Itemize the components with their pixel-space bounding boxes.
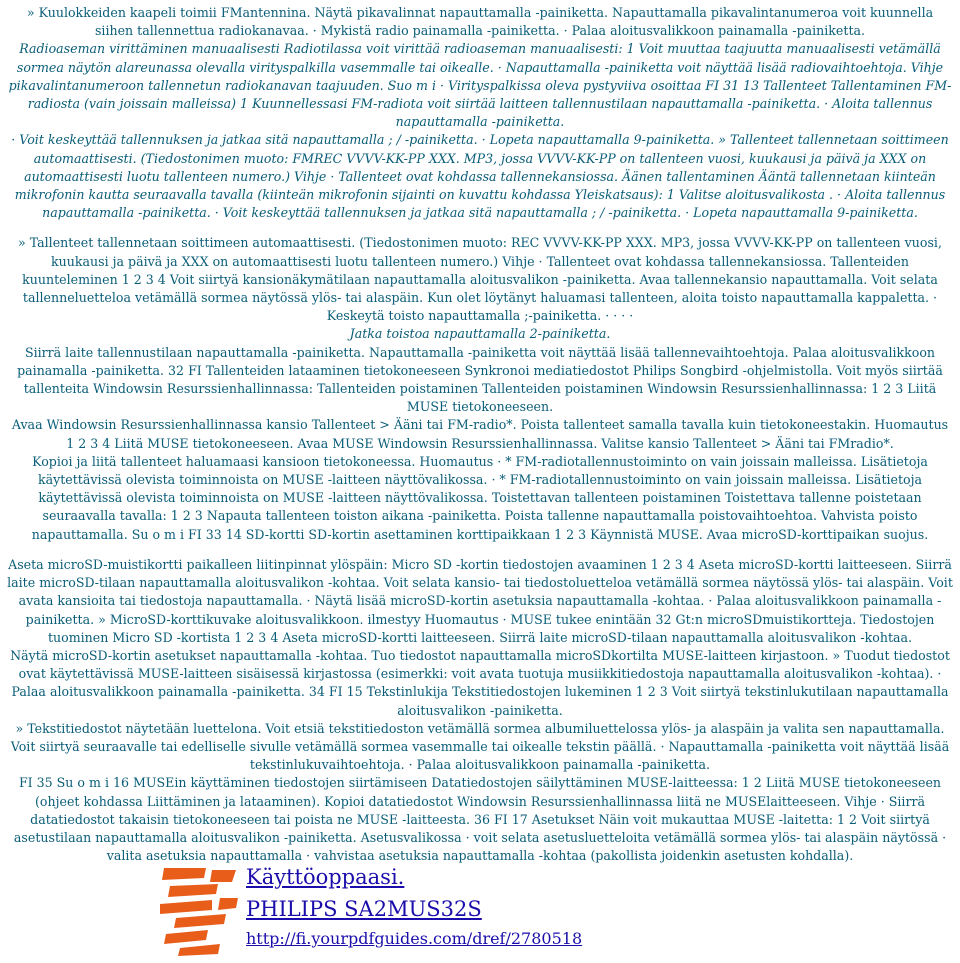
- paragraph: » Kuulokkeiden kaapeli toimii FMantennina. Näytä pikavalinnat napauttamalla -painiketta. Napauttamalla pikavalintanumeroa voit kuunnella siihen tallennettua radiokanavaa. · Mykistä radio painamalla -painiketta. · Palaa aloitusvalikkoon painamalla -painiketta.: [26, 5, 934, 39]
- paragraph: · Voit keskeyttää tallennuksen ja jatkaa sitä napauttamalla ; / -painiketta. · Lopeta napauttamalla 9-painiketta. » Tallenteet tallennetaan soittimeen automaattisesti. (Tiedostonimen muoto: FMREC VVVV-KK-PP XXX. MP3, jossa VVVV-KK-PP on tallenteen vuosi, kuukausi ja päivä ja XXX on automaattisesti luotu tallenteen numero.) Vihje · Tallenteet ovat kohdassa tallennekansiossa. Äänen tallentaminen Ääntä tallennetaan kiinteän mikrofonin kautta seuraavalla tavalla (kiinteän mikrofonin sijainti on kuvattu kohdassa Yleiskatsaus): 1 Valitse aloitusvalikosta . · Aloita tallennus napauttamalla -painiketta. · Voit keskeyttää tallennuksen ja jatkaa sitä napauttamalla ; / -painiketta. · Lopeta napauttamalla 9-painiketta.: [11, 132, 949, 221]
- manual-title-link[interactable]: Käyttöoppaasi.: [246, 865, 405, 889]
- paragraph: » Tallenteet tallennetaan soittimeen automaattisesti. (Tiedostonimen muoto: REC VVVV-KK-PP XXX. MP3, jossa VVVV-KK-PP on tallenteen vuosi, kuukausi ja päivä ja XXX on automaattisesti luotu tallenteen numero.) Vihje · Tallenteet ovat kohdassa tallennekansiossa. Tallenteiden kuunteleminen 1 2 3 4 Voit siirtyä kansionäkymätilaan napauttamalla aloitusvalikon -painiketta. Avaa tallennekansio napauttamalla. Voit selata tallenneluetteloa vetämällä sormea näytössä ylös- tai alaspäin. Kun olet löytänyt haluamasi tallenteen, aloita toisto napauttamalla kappaletta. · Keskeytä toisto napauttamalla ;-painiketta. · · · ·: [18, 235, 942, 324]
- product-name-link[interactable]: PHILIPS SA2MUS32S: [246, 897, 482, 921]
- paragraph: Radioaseman virittäminen manuaalisesti Radiotilassa voit virittää radioaseman manuaalisesti: 1 Voit muuttaa taajuutta manuaalisesti vetämällä sormea näytön alareunassa olevalla virityspalkilla vasemmalle tai oikealle. · Napauttamalla -painiketta voit näyttää lisää radiovaihtoehtoja. Vihje pikavalintanumeroon tallennetun radiokanavan taajuuden. Suo m i · Virityspalkissa oleva pystyviiva osoittaa FI 31 13 Tallenteet Tallentaminen FM-radiosta (vain joissain malleissa) 1 Kuunnellessasi FM-radiota voit siirtää laitteen tallennustilaan napauttamalla -painiketta. · Aloita tallennus napauttamalla -painiketta.: [8, 41, 952, 130]
- paragraph: Siirrä laite tallennustilaan napauttamalla -painiketta. Napauttamalla -painiketta voit näyttää lisää tallennevaihtoehtoja. Palaa aloitusvalikkoon painamalla -painiketta. 32 FI Tallenteiden lataaminen tietokoneeseen Synkronoi mediatiedostot Philips Songbird -ohjelmistolla. Voit myös siirtää tallenteita Windowsin Resurssienhallinnassa: Tallenteiden poistaminen Tallenteiden poistaminen Windowsin Resurssienhallinnassa: 1 2 3 Liitä MUSE tietokoneeseen.: [17, 344, 943, 415]
- paragraph: Avaa Windowsin Resurssienhallinnassa kansio Tallenteet > Ääni tai FM-radio*. Poista tallenteet samalla tavalla kuin tietokoneestakin. Huomautus 1 2 3 4 Liitä MUSE tietokoneeseen. Avaa MUSE Windowsin Resurssienhallinnassa. Valitse kansio Tallenteet > Ääni tai FMradio*.: [11, 417, 949, 451]
- paragraph: FI 35 Su o m i 16 MUSEin käyttäminen tiedostojen siirtämiseen Datatiedostojen säilyttäminen MUSE-laitteessa: 1 2 Liitä MUSE tietokoneeseen (ohjeet kohdassa Liittäminen ja lataaminen). Kopioi datatiedostot Windowsin Resurssienhallinnassa liitä ne MUSElaitteeseen. Vihje · Siirrä datatiedostot takaisin tietokoneeseen tai poista ne MUSE -laitteesta. 36 FI 17 Asetukset Näin voit mukauttaa MUSE -laitetta: 1 2 Voit siirtyä asetustilaan napauttamalla aloitusvalikon -painiketta. Asetusvalikossa · voit selata asetusluetteloita vetämällä sormea ylös- tai alaspäin näytössä · valita asetuksia napauttamalla · vahvistaa asetuksia napauttamalla -kohtaa (pakollista joidenkin asetusten kohdalla).: [13, 775, 947, 864]
- paragraph: » Tekstitiedostot näytetään luettelona. Voit etsiä tekstitiedoston vetämällä sormea albumiluettelossa ylös- ja alaspäin ja valita sen napauttamalla. Voit siirtyä seuraavalle tai edelliselle sivulle vetämällä sormea vasemmalle tai oikealle tekstin päällä. · Napauttamalla -painiketta voit näyttää lisää tekstinlukuvaihtoehtoja. · Palaa aloitusvalikkoon painamalla -painiketta.: [10, 720, 950, 773]
- footer-links: [246, 862, 582, 952]
- document-body: [6, 4, 954, 865]
- source-url-link[interactable]: http://fi.yourpdfguides.com/dref/2780518: [246, 929, 583, 948]
- philips-shield-logo-icon: [156, 864, 240, 956]
- paragraph: Jatka toistoa napauttamalla 2-painiketta.: [349, 326, 611, 342]
- paragraph: Aseta microSD-muistikortti paikalleen liitinpinnat ylöspäin: Micro SD -kortin tiedostojen avaaminen 1 2 3 4 Aseta microSD-kortti laitteeseen. Siirrä laite microSD-tilaan napauttamalla aloitusvalikon -kohtaa. Voit selata kansio- tai tiedostoluetteloa vetämällä sormea näytössä ylös- tai alaspäin. Voit avata kansioita tai tiedostoja napauttamalla. · Näytä lisää microSD-kortin asetuksia napauttamalla -kohtaa. · Palaa aloitusvalikkoon painamalla -painiketta. » MicroSD-korttikuvake aloitusvalikkoon. ilmestyy Huomautus · MUSE tukee enintään 32 Gt:n microSDmuistikortteja. Tiedostojen tuominen Micro SD -kortista 1 2 3 4 Aseta microSD-kortti laitteeseen. Siirrä laite microSD-tilaan napauttamalla aloitusvalikon -kohtaa.: [7, 556, 953, 645]
- paragraph: Kopioi ja liitä tallenteet haluamaasi kansioon tietokoneessa. Huomautus · * FM-radiotallennustoiminto on vain joissain malleissa. Lisätietoja käytettävissä olevista toiminnoista on MUSE -laitteen näyttövalikossa. · * FM-radiotallennustoiminto on vain joissain malleissa. Lisätietoja käytettävissä olevista toiminnoista on MUSE -laitteen näyttövalikossa. Toistettavan tallenteen poistaminen Toistettava tallenne poistetaan seuraavalla tavalla: 1 2 3 Napauta tallenteen toiston aikana -painiketta. Poista tallenne napauttamalla poistovaihtoehtoa. Vahvista poisto napauttamalla. Su o m i FI 33 14 SD-kortti SD-kortin asettaminen korttipaikkaan 1 2 3 Käynnistä MUSE. Avaa microSD-korttipaikan suojus.: [31, 453, 929, 542]
- paragraph: Näytä microSD-kortin asetukset napauttamalla -kohtaa. Tuo tiedostot napauttamalla microSDkortilta MUSE-laitteen kirjastoon. » Tuodut tiedostot ovat käytettävissä MUSE-laitteen sisäisessä kirjastossa (esimerkki: voit avata tuotuja musiikkitiedostoja napauttamalla aloitusvalikon -kohtaa). · Palaa aloitusvalikkoon painamalla -painiketta. 34 FI 15 Tekstinlukija Tekstitiedostojen lukeminen 1 2 3 Voit siirtyä tekstinlukutilaan napauttamalla aloitusvalikon -painiketta.: [10, 647, 950, 718]
- footer: [156, 862, 856, 962]
